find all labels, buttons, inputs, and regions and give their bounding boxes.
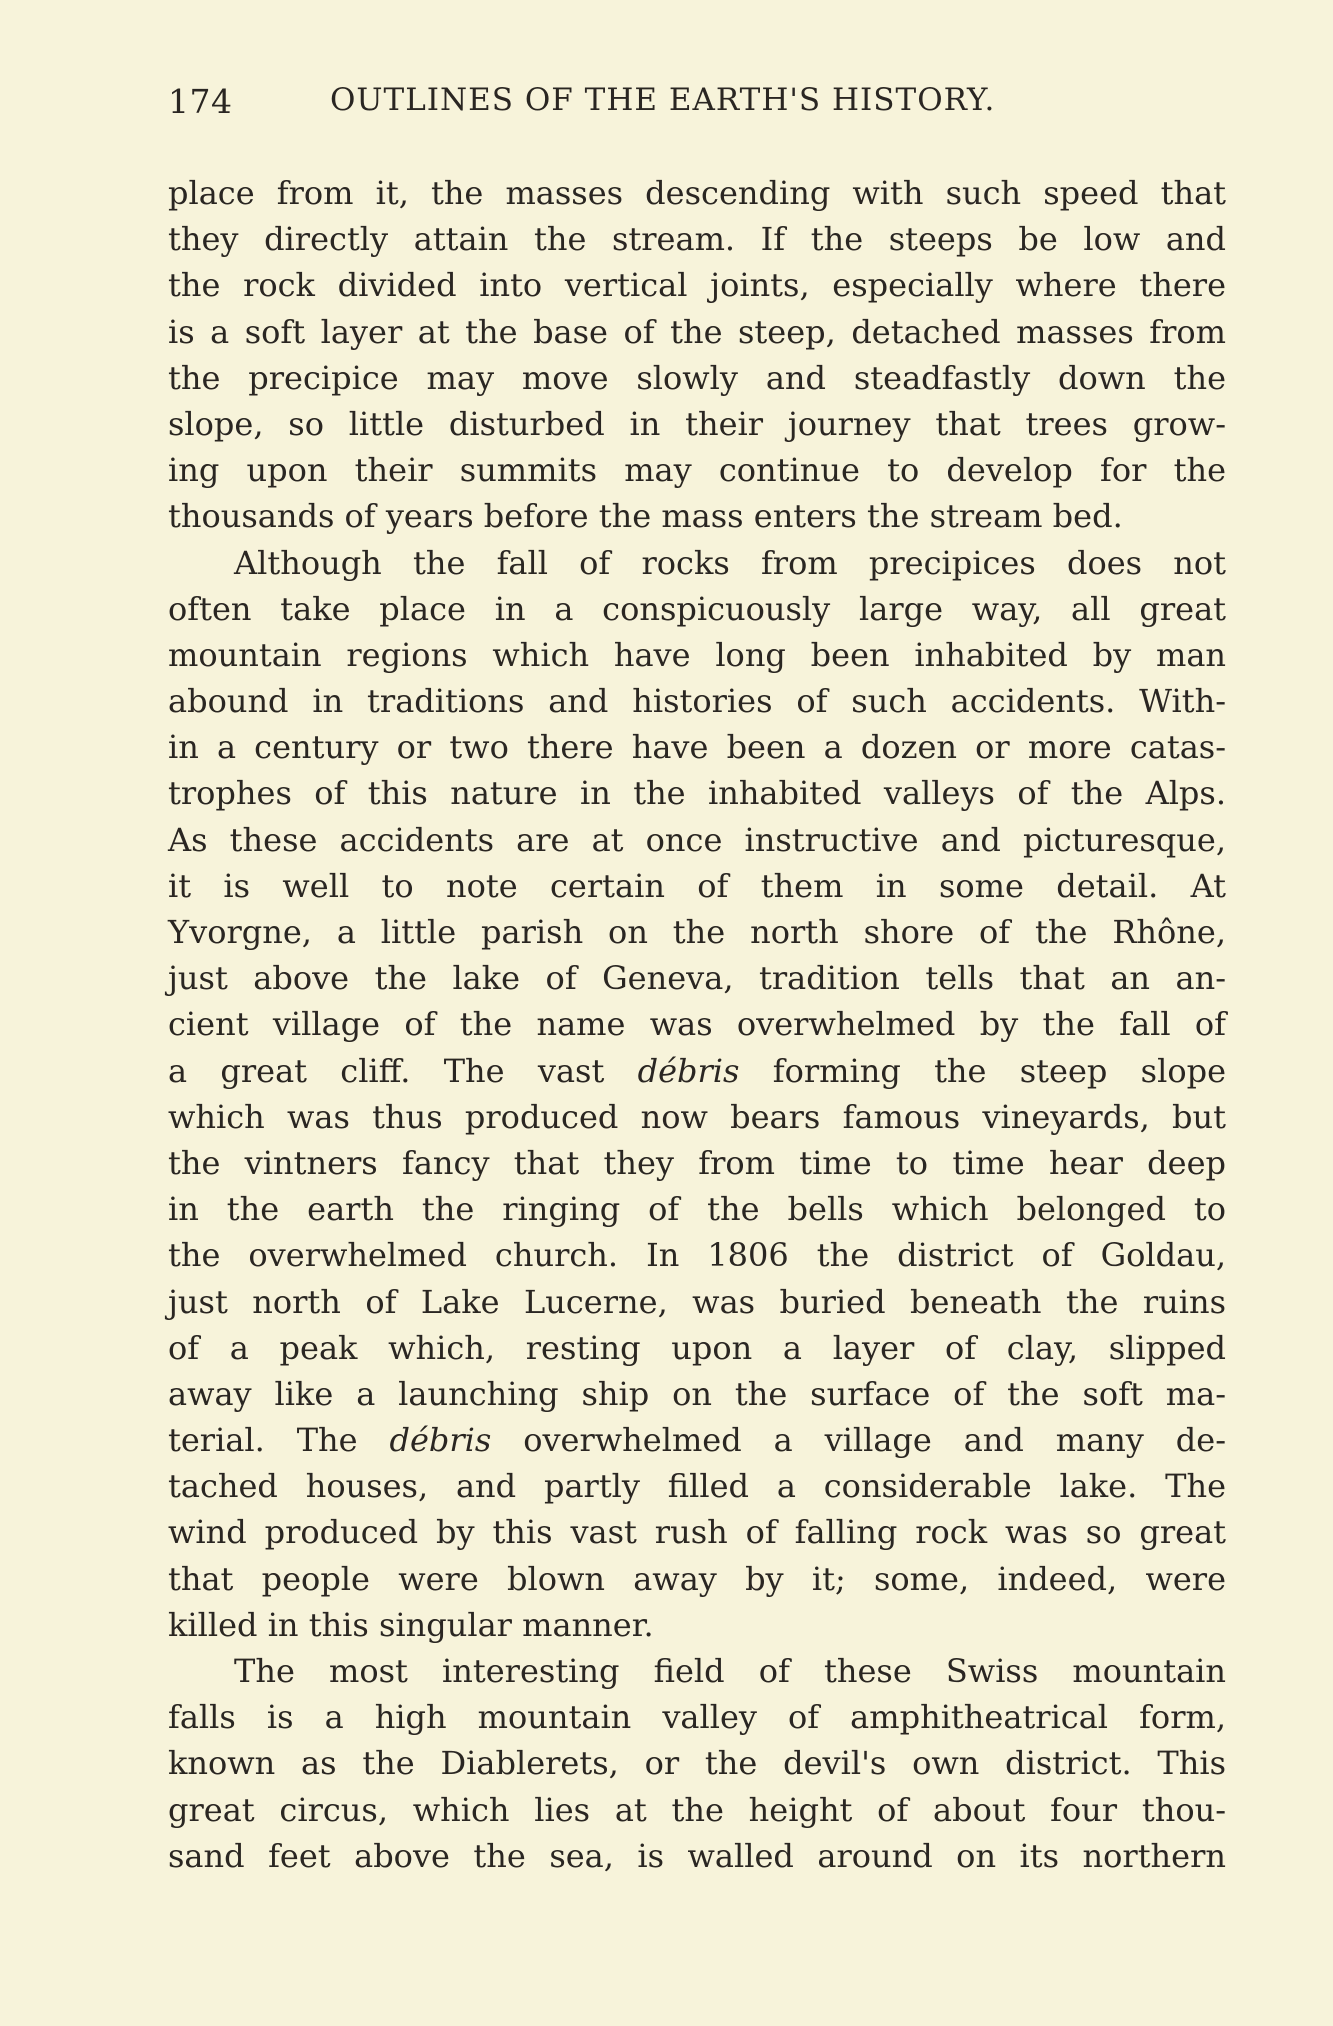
text-line: which was thus produced now bears famous vineyards, but [168, 1097, 1226, 1136]
text-line: it is well to note certain of them in some detail. At [168, 866, 1226, 905]
text-line: tached houses, and partly filled a considerable lake. The [168, 1467, 1226, 1506]
body-text [168, 170, 1226, 1879]
text-line: of a peak which, resting upon a layer of clay, slipped [168, 1328, 1226, 1367]
text-line: Although the fall of rocks from precipices does not [234, 543, 1226, 582]
text-line: the rock divided into vertical joints, especially where there [168, 266, 1226, 305]
text-line: that people were blown away by it; some, indeed, were [168, 1559, 1226, 1598]
text-line: Yvorgne, a little parish on the north shore of the Rhône, [168, 913, 1226, 951]
text-line: thousands of years before the mass enters the stream bed. [168, 497, 1123, 536]
text-line: As these accidents are at once instructive and picturesque, [168, 820, 1226, 859]
text-line: trophes of this nature in the inhabited valleys of the Alps. [168, 774, 1226, 813]
text-run: terial. The [168, 1421, 390, 1460]
italic-word: débris [637, 1051, 740, 1090]
paragraph [168, 1648, 1226, 1879]
paragraph [168, 170, 1226, 540]
text-line [168, 1417, 1226, 1463]
text-line: ing upon their summits may continue to develop for the [168, 451, 1226, 490]
text-line: often take place in a conspicuously large way, all great [168, 589, 1226, 628]
text-line: is a soft layer at the base of the steep, detached masses from [168, 312, 1226, 351]
text-run: forming the steep slope [739, 1051, 1227, 1090]
text-line: mountain regions which have long been inhabited by man [168, 635, 1226, 674]
text-line: the vintners fancy that they from time to time hear deep [168, 1143, 1226, 1182]
text-line: cient village of the name was overwhelmed by the fall of [168, 1005, 1226, 1044]
paragraph [168, 540, 1226, 1649]
text-line: known as the Diablerets, or the devil's own district. This [168, 1744, 1226, 1783]
text-line: killed in this singular manner. [168, 1605, 654, 1644]
page-header-title: OUTLINES OF THE EARTH'S HISTORY. [330, 82, 996, 118]
running-head [168, 82, 1228, 126]
text-line: abound in traditions and histories of such accidents. With- [168, 682, 1226, 721]
text-run: a great cliff. The vast [168, 1051, 638, 1090]
text-line: wind produced by this vast rush of falling rock was so great [168, 1513, 1226, 1552]
text-line: in the earth the ringing of the bells which belonged to [168, 1190, 1226, 1229]
text-line: away like a launching ship on the surface of the soft ma- [168, 1374, 1226, 1413]
text-line: in a century or two there have been a dozen or more catas- [168, 728, 1226, 767]
text-line: sand feet above the sea, is walled around on its northern [168, 1836, 1226, 1875]
text-line: falls is a high mountain valley of amphitheatrical form, [168, 1698, 1226, 1737]
text-line: the overwhelmed church. In 1806 the district of Goldau, [168, 1236, 1226, 1275]
text-run: overwhelmed a village and many de- [491, 1421, 1227, 1460]
text-line: just north of Lake Lucerne, was buried beneath the ruins [168, 1282, 1226, 1321]
text-line: slope, so little disturbed in their journey that trees grow- [168, 404, 1226, 443]
text-line: place from it, the masses descending with such speed that [168, 174, 1226, 212]
text-line: just above the lake of Geneva, tradition tells that an an- [168, 959, 1226, 998]
text-line: they directly attain the stream. If the steeps be low and [168, 220, 1226, 259]
page-number: 174 [168, 82, 233, 121]
italic-word: débris [389, 1421, 492, 1460]
text-line: the precipice may move slowly and steadfastly down the [168, 358, 1226, 397]
text-line: The most interesting field of these Swiss mountain [234, 1652, 1226, 1690]
text-line: great circus, which lies at the height of about four thou- [168, 1790, 1226, 1829]
text-line [168, 1048, 1226, 1094]
